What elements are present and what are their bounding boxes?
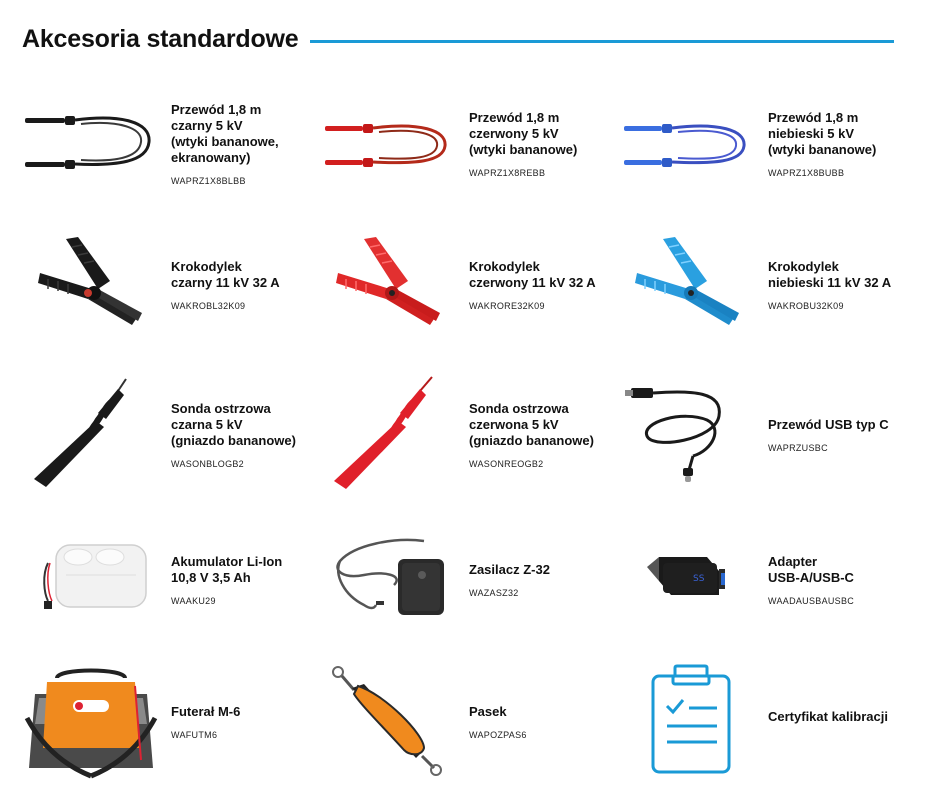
svg-text:SS: SS <box>692 574 704 584</box>
item-name: Przewód 1,8 m czerwony 5 kV (wtyki bananowe) <box>469 110 578 157</box>
item-name: Futerał M-6 <box>171 703 241 719</box>
item-name: Przewód USB typ C <box>768 417 889 432</box>
blue-cable-icon <box>615 89 760 199</box>
item-code: WASONBLOGB2 <box>171 459 244 469</box>
red-cable-icon <box>316 89 461 199</box>
blue-crocodile-clip-icon <box>615 230 760 340</box>
item-name: Przewód 1,8 m czarny 5 kV (wtyki bananowe, ekranowany) <box>171 102 279 165</box>
item-name: Akumulator Li-Ion 10,8 V 3,5 Ah <box>171 554 283 585</box>
section-header <box>22 22 894 56</box>
red-crocodile-clip-icon <box>316 230 461 340</box>
accessory-item <box>18 360 316 510</box>
item-code: WAKRORE32K09 <box>469 301 545 311</box>
item-name: Sonda ostrzowa czarna 5 kV (gniazdo bananowe) <box>171 401 296 448</box>
item-code: WAPRZ1X8REBB <box>469 168 546 178</box>
red-probe-icon <box>316 380 461 490</box>
item-code: WAPOZPAS6 <box>469 729 527 740</box>
accessory-item <box>316 210 615 360</box>
item-code: WAFUTM6 <box>171 729 218 740</box>
item-code: WAZASZ32 <box>469 588 519 598</box>
item-code: WAPRZ1X8BLBB <box>171 176 246 186</box>
item-name: Certyfikat kalibracji <box>768 708 888 724</box>
accessory-item <box>18 78 316 210</box>
accessory-item <box>615 360 928 510</box>
black-probe-icon <box>18 380 163 490</box>
battery-pack-icon <box>18 525 163 635</box>
item-name: Krokodylek czerwony 11 kV 32 A <box>469 259 596 290</box>
item-name: Krokodylek czarny 11 kV 32 A <box>171 259 280 290</box>
power-supply-icon <box>316 525 461 635</box>
item-name: Krokodylek niebieski 11 kV 32 A <box>768 259 892 290</box>
accessory-item <box>615 78 928 210</box>
item-name: Adapter USB-A/USB-C <box>768 554 854 585</box>
usb-adapter-icon <box>615 525 760 635</box>
section-title: Akcesoria standardowe <box>22 24 299 53</box>
black-crocodile-clip-icon <box>18 230 163 340</box>
item-code: WAKROBU32K09 <box>768 301 844 311</box>
accessory-item <box>18 510 316 650</box>
item-name: Pasek <box>469 703 507 719</box>
shoulder-strap-icon <box>316 667 461 777</box>
accessory-item <box>615 650 928 793</box>
accessory-item <box>316 78 615 210</box>
item-code: WAPRZUSBC <box>768 443 828 453</box>
usb-cable-icon <box>615 380 760 490</box>
item-code: WAKROBL32K09 <box>171 301 246 311</box>
accessory-item <box>316 360 615 510</box>
accessory-item <box>615 210 928 360</box>
item-code: WAAKU29 <box>171 596 216 606</box>
accessory-item <box>316 650 615 793</box>
item-name: Zasilacz Z-32 <box>469 562 550 577</box>
accessory-item <box>18 650 316 793</box>
accessories-grid <box>18 78 928 793</box>
carry-case-icon <box>18 667 163 777</box>
accessory-item <box>18 210 316 360</box>
item-code: WAPRZ1X8BUBB <box>768 168 845 178</box>
item-name: Sonda ostrzowa czerwona 5 kV (gniazdo bananowe) <box>469 401 594 448</box>
accessory-item <box>615 510 928 650</box>
title-rule <box>310 40 894 43</box>
clipboard-checklist-icon <box>615 667 760 777</box>
item-code: WAADAUSBAUSBC <box>768 596 855 606</box>
item-name: Przewód 1,8 m niebieski 5 kV (wtyki bananowe) <box>768 110 877 157</box>
item-code: WASONREOGB2 <box>469 459 544 469</box>
accessory-item <box>316 510 615 650</box>
black-cable-icon <box>18 89 163 199</box>
